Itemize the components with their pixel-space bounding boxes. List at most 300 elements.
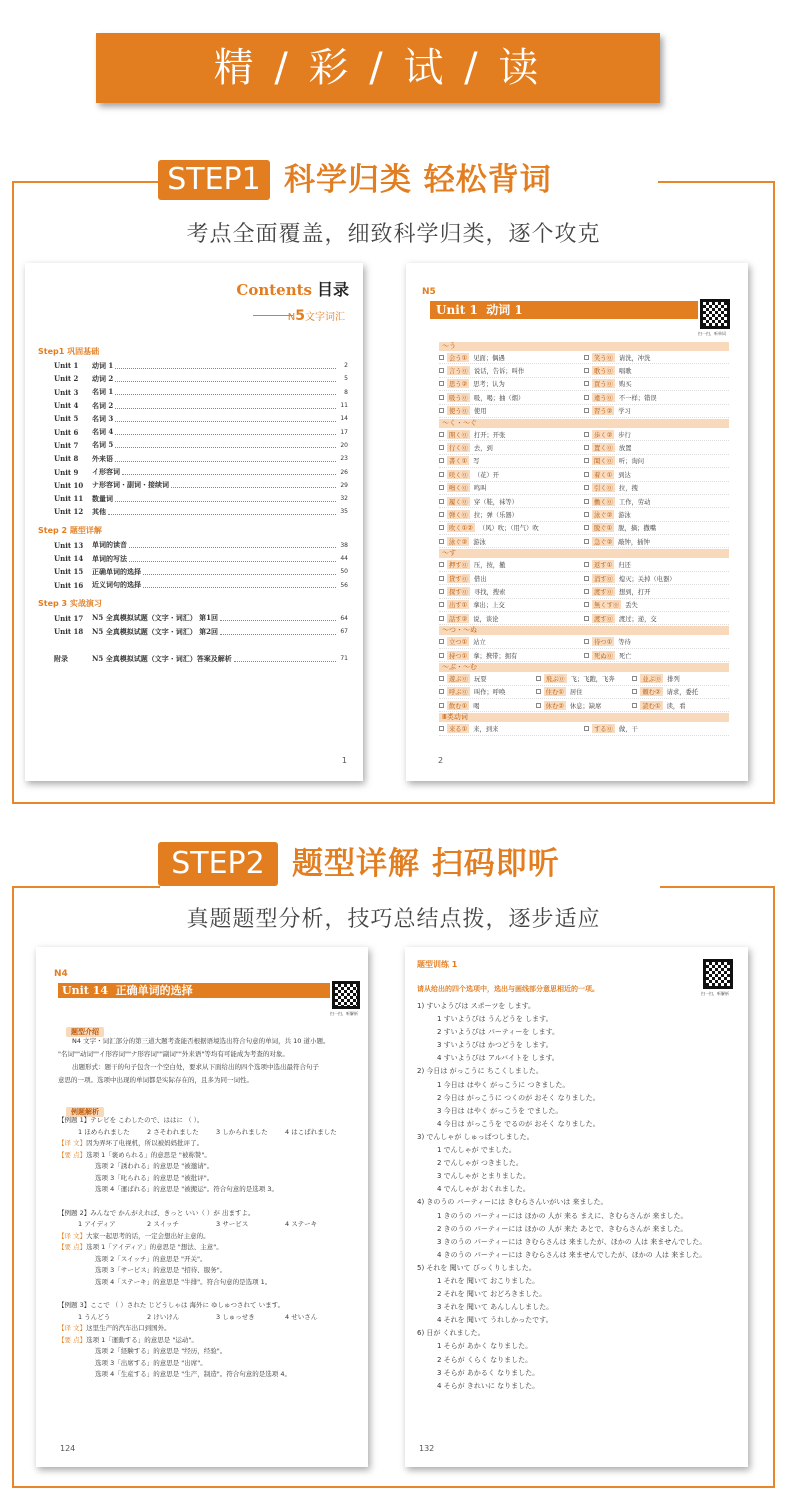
word-row <box>439 672 729 685</box>
word-checkbox[interactable] <box>584 395 589 400</box>
step1-frame-top-right <box>658 181 775 183</box>
toc-page: 11 <box>340 402 348 410</box>
word-row <box>439 599 729 612</box>
word-kanji: 持つ① <box>449 652 468 660</box>
word-checkbox[interactable] <box>439 562 444 567</box>
level-badge: N5 <box>422 287 436 297</box>
word-entry <box>584 560 729 569</box>
word-checkbox[interactable] <box>439 432 444 437</box>
word-meaning: 学习 <box>618 408 631 416</box>
word-entry <box>584 587 729 596</box>
word-row <box>439 351 729 364</box>
word-checkbox[interactable] <box>439 485 444 490</box>
word-row <box>439 482 729 495</box>
word-checkbox[interactable] <box>439 703 444 708</box>
toc-entry <box>38 652 348 665</box>
word-checkbox[interactable] <box>584 368 589 373</box>
toc-page: 67 <box>340 628 348 636</box>
word-entry <box>439 366 584 375</box>
word-kanji: 渡す⓪ <box>594 588 613 596</box>
word-entry <box>439 353 584 362</box>
word-checkbox[interactable] <box>439 355 444 360</box>
word-entry <box>584 456 729 465</box>
toc-dots <box>220 629 336 635</box>
example-option: 4 はこばれました <box>285 1127 337 1136</box>
word-checkbox[interactable] <box>439 676 444 681</box>
toc-dots <box>122 469 336 475</box>
intro-text <box>58 1035 354 1087</box>
word-checkbox[interactable] <box>439 472 444 477</box>
drill-title: 题型训练 1 <box>417 960 458 969</box>
toc-title: N5 全真模拟试题（文字・词汇） 第1回 <box>92 613 219 623</box>
toc-title: 名词 5 <box>92 440 114 450</box>
toc-title: 数量词 <box>92 493 113 503</box>
word-entry <box>584 537 729 546</box>
word-meaning: 读，看 <box>666 702 686 710</box>
toc-dots <box>115 429 336 435</box>
word-row <box>439 535 729 548</box>
step1-label: STEP1 <box>158 160 270 200</box>
word-checkbox[interactable] <box>584 445 589 450</box>
word-entry <box>584 430 729 439</box>
drill-option: 4 今日は がっこうを でるのが おそく なりました。 <box>437 1119 600 1128</box>
word-meaning: 到达 <box>618 471 631 479</box>
drill-option: 2 そらが くらく なりました。 <box>437 1355 533 1364</box>
intro-line: "名词""动词""イ形容词""ナ形容词""副词""外来语"等均有可能成为考查的对象。 <box>58 1050 289 1058</box>
label: 【要 点】 <box>58 1243 87 1251</box>
word-kanji: 遊ぶ⓪ <box>449 675 468 683</box>
word-checkbox[interactable] <box>439 689 444 694</box>
word-meaning: 归还 <box>618 562 631 570</box>
word-kanji: 買う⓪ <box>594 381 613 389</box>
toc-section-title: Step 3 实战演习 <box>38 599 102 609</box>
word-meaning: 飞；飞跑，飞奔 <box>570 675 615 683</box>
word-meaning: 做，干 <box>618 726 638 734</box>
example-option: 2 スイッチ <box>147 1220 179 1228</box>
toc-page: 14 <box>340 415 348 423</box>
word-meaning: 鸣叫 <box>473 485 487 493</box>
toc-page: 64 <box>340 614 348 622</box>
drill-option: 3 そらが あかるく なりました。 <box>437 1368 540 1377</box>
toc-entry <box>38 492 348 505</box>
toc-entry <box>38 386 348 399</box>
word-row <box>439 699 729 712</box>
step2-frame-top-right <box>660 886 775 888</box>
word-meaning: 见面；偶遇 <box>473 354 505 362</box>
label: 【译 文】 <box>58 1231 87 1240</box>
word-checkbox[interactable] <box>584 562 589 567</box>
word-kanji: 笑う⓪ <box>594 354 613 362</box>
word-meaning: 去，到 <box>473 445 493 453</box>
toc-unit: Unit 11 <box>54 494 84 504</box>
word-kanji: 立つ① <box>449 639 468 647</box>
word-checkbox[interactable] <box>439 381 444 386</box>
word-checkbox[interactable] <box>439 576 444 581</box>
toc-dots <box>115 363 336 369</box>
toc-unit: Unit 15 <box>54 567 84 577</box>
toc-page: 29 <box>340 481 348 489</box>
word-group-label: ～く・～ぐ <box>439 419 729 428</box>
word-kanji: 咲く⓪ <box>449 471 468 479</box>
word-meaning: 丢失 <box>625 602 638 610</box>
word-checkbox[interactable] <box>584 539 589 544</box>
word-meaning: 写 <box>473 458 480 466</box>
toc-entry <box>38 425 348 438</box>
toc-unit: Unit 16 <box>54 580 84 590</box>
toc-page: 44 <box>340 555 348 562</box>
word-kanji: 読む① <box>642 702 661 710</box>
word-kanji: 飲む① <box>449 702 468 710</box>
qr-code <box>700 299 730 329</box>
step2-frame-top-left <box>12 886 160 888</box>
word-entry <box>584 470 729 479</box>
word-kanji: 急ぐ② <box>594 538 613 546</box>
word-meaning: 穿（鞋，袜等） <box>473 498 518 506</box>
word-entry <box>439 393 584 402</box>
toc-spacer <box>38 642 348 652</box>
word-meaning: 工作，劳动 <box>618 498 651 506</box>
intro-tag: 题型介绍 <box>66 1027 104 1037</box>
word-meaning: 说，谈论 <box>473 615 499 623</box>
word-kanji: 違う⓪ <box>594 394 613 402</box>
word-entry <box>632 701 729 710</box>
unit14-page <box>36 947 368 1467</box>
word-kanji: 鳴く⓪ <box>449 485 468 493</box>
contents-title-en: Contents <box>236 281 312 299</box>
word-entry <box>584 393 729 402</box>
toc-entry <box>38 625 348 638</box>
toc-dots <box>143 569 336 575</box>
word-meaning: 寻找，搜索 <box>473 588 506 596</box>
example-explanation: 选项 3「叱られる」的意思是 "被批评"。 <box>95 1173 214 1182</box>
word-kanji: 言う⓪ <box>449 368 468 376</box>
word-meaning: 借出 <box>473 575 487 583</box>
word-checkbox[interactable] <box>584 472 589 477</box>
word-checkbox[interactable] <box>439 589 444 594</box>
word-row <box>439 686 729 699</box>
word-entry <box>439 456 584 465</box>
drill-question: 4) きのうの パーティーには きむらさんいがいは 来ました。 <box>417 1198 608 1207</box>
toc-title: 名词 3 <box>92 413 114 423</box>
word-entry <box>439 600 584 609</box>
toc-page: 17 <box>340 428 348 436</box>
drill-option: 1 そらが あかく なりました。 <box>437 1342 533 1351</box>
example-spacer <box>58 1196 354 1208</box>
word-checkbox[interactable] <box>584 432 589 437</box>
drill-instruction: 请从给出的四个选项中，选出与画线部分意思相近的一项。 <box>417 985 599 993</box>
word-checkbox[interactable] <box>439 726 444 731</box>
word-entry <box>439 687 536 696</box>
example-options <box>58 1127 354 1139</box>
example-tag: 例题解析 <box>66 1107 104 1117</box>
toc-dots <box>115 403 336 409</box>
word-row <box>439 441 729 454</box>
word-checkbox[interactable] <box>584 381 589 386</box>
word-checkbox[interactable] <box>584 589 589 594</box>
contents-subtitle: N5文字词汇 <box>287 308 345 324</box>
word-entry <box>584 523 729 532</box>
word-row <box>439 522 729 535</box>
toc-title: ナ形容词・副词・接续词 <box>92 480 169 490</box>
word-entry <box>584 651 729 660</box>
word-checkbox[interactable] <box>584 602 589 607</box>
example-option: 4 ステーキ <box>285 1220 318 1228</box>
word-checkbox[interactable] <box>439 639 444 644</box>
example-question: 【例题 3】ここで （ ）された じどうしゃは 海外に ゆしゅつされて います。 <box>58 1301 285 1309</box>
toc-entry <box>38 565 348 578</box>
word-checkbox[interactable] <box>584 355 589 360</box>
toc-page: 20 <box>340 441 348 449</box>
word-meaning: 居住 <box>569 689 583 697</box>
word-kanji: 呼ぶ⓪ <box>449 689 468 697</box>
qr-caption: 扫一扫，听单词 <box>698 331 726 336</box>
example-options <box>58 1312 354 1324</box>
word-kanji: 探す⓪ <box>449 588 468 596</box>
toc-title: 近义词句的选择 <box>92 580 141 590</box>
drill-option: 2 今日は がっこうに つくのが おそく なりました。 <box>437 1093 600 1102</box>
word-kanji: 返す① <box>594 562 613 570</box>
toc-page: 71 <box>340 655 348 663</box>
word-meaning: 玩耍 <box>473 675 487 683</box>
toc-entry <box>38 399 348 412</box>
word-entry <box>536 701 633 710</box>
word-kanji: 引く⓪ <box>594 485 613 493</box>
word-kanji: 働く⓪ <box>594 498 613 506</box>
word-checkbox[interactable] <box>584 653 589 658</box>
word-checkbox[interactable] <box>632 703 637 708</box>
word-entry <box>439 614 584 623</box>
label: 【译 文】 <box>58 1139 87 1147</box>
toc-title: 动词 2 <box>92 373 114 383</box>
word-entry <box>439 470 584 479</box>
example-question: 【例题 1】テレビを こわしたので、ははに （ ）。 <box>58 1116 204 1124</box>
toc-entry <box>38 612 348 625</box>
example-option: 1 ほめられました <box>78 1127 130 1136</box>
toc-unit: 附录 <box>54 653 68 663</box>
example-explanation: 选项 2「経験する」的意思是 "经历，经验"。 <box>95 1347 227 1355</box>
toc-dots <box>234 656 336 662</box>
word-checkbox[interactable] <box>536 689 541 694</box>
word-kanji: 吸う⓪ <box>449 394 468 402</box>
word-meaning: （花）开 <box>473 471 500 479</box>
word-kanji: 使う⓪ <box>449 408 468 416</box>
word-checkbox[interactable] <box>536 676 541 681</box>
word-checkbox[interactable] <box>439 499 444 504</box>
toc-unit: Unit 2 <box>54 374 79 384</box>
word-group-label: ～ぶ・～む <box>439 663 729 672</box>
example-explanation: 选项 2「スイッチ」的意思是 "开关"。 <box>95 1254 207 1263</box>
word-meaning: 说话，告诉；叫作 <box>473 368 525 376</box>
word-checkbox[interactable] <box>439 458 444 463</box>
word-entry <box>536 674 633 683</box>
word-kanji: 聞く⓪ <box>594 458 613 466</box>
word-entry <box>439 430 584 439</box>
toc-dots <box>115 456 336 462</box>
word-meaning: 拿出；上交 <box>473 602 505 610</box>
toc-unit: Unit 10 <box>54 480 84 490</box>
word-checkbox[interactable] <box>584 726 589 731</box>
word-kanji: 書く① <box>449 458 468 466</box>
unit-header-bar <box>430 301 698 319</box>
toc-dots <box>115 376 336 382</box>
word-entry <box>584 406 729 415</box>
word-entry <box>439 523 584 532</box>
word-entry <box>632 687 729 696</box>
word-entry <box>584 443 729 452</box>
word-kanji: 話す② <box>449 615 468 623</box>
contents-page <box>25 263 363 781</box>
word-entry <box>439 497 584 506</box>
toc-page: 38 <box>340 541 348 549</box>
word-entry <box>439 560 584 569</box>
word-meaning: 喝 <box>473 702 480 710</box>
example-spacer <box>58 1288 354 1300</box>
drill-option: 4 それを 聞いて うれしかったです。 <box>437 1316 553 1325</box>
toc-entry <box>38 505 348 518</box>
level-badge: N4 <box>54 969 68 979</box>
example-explanation: 选项 3「サービス」的意思是 "招待、服务"。 <box>95 1266 227 1274</box>
word-kanji: 来る① <box>449 726 468 734</box>
toc-entry <box>38 479 348 492</box>
word-entry <box>439 379 584 388</box>
toc-dots <box>129 556 336 562</box>
word-checkbox[interactable] <box>584 616 589 621</box>
word-checkbox[interactable] <box>439 539 444 544</box>
drill-option: 3 それを 聞いて あんしんしました。 <box>437 1303 554 1312</box>
word-meaning: 拿；携带；拥有 <box>473 652 518 660</box>
word-entry <box>584 574 729 583</box>
word-row <box>439 635 729 648</box>
word-checkbox[interactable] <box>439 616 444 621</box>
word-checkbox[interactable] <box>536 703 541 708</box>
page-number: 132 <box>419 1444 435 1453</box>
unit-number: Unit 14 <box>62 984 108 997</box>
word-group-label: ～す <box>439 549 729 558</box>
word-meaning: 敲钟，插钟 <box>618 538 650 546</box>
contents-title-cn: 目录 <box>316 280 349 299</box>
word-meaning: 叫作；呼唤 <box>473 689 506 697</box>
word-meaning: 来，到来 <box>473 726 499 734</box>
word-checkbox[interactable] <box>439 368 444 373</box>
word-checkbox[interactable] <box>584 576 589 581</box>
word-row <box>439 572 729 585</box>
word-entry <box>439 637 584 646</box>
page-number: 124 <box>60 1444 76 1453</box>
drill-question: 2) 今日は がっこうに ちこくしました。 <box>417 1067 543 1076</box>
word-list <box>439 341 729 736</box>
word-entry <box>439 587 584 596</box>
word-checkbox[interactable] <box>584 499 589 504</box>
toc-page: 50 <box>340 568 348 576</box>
word-row <box>439 468 729 481</box>
page-number: 1 <box>341 756 347 765</box>
word-meaning: 吸，喝；抽（烟） <box>473 394 525 402</box>
word-kanji: 押す⓪ <box>449 562 468 570</box>
unit-name: 正确单词的选择 <box>115 984 193 997</box>
toc-title: N5 全真模拟试题（文字・词汇）答案及解析 <box>92 653 232 663</box>
word-entry <box>584 497 729 506</box>
drill-option: 2 きのうの パーティーには ほかの 人が 来た あとで、きむらさんが 来ました。 <box>437 1224 688 1233</box>
word-row <box>439 508 729 521</box>
word-entry <box>584 483 729 492</box>
word-row <box>439 722 729 735</box>
toc-entry <box>38 578 348 591</box>
word-checkbox[interactable] <box>584 639 589 644</box>
word-row <box>439 405 729 418</box>
word-checkbox[interactable] <box>584 408 589 413</box>
intro-line: 意思的一项。选项中出现的单词都是实际存在的，且多为同一词性。 <box>58 1076 253 1084</box>
word-checkbox[interactable] <box>632 689 637 694</box>
word-checkbox[interactable] <box>439 445 444 450</box>
qr-code <box>332 981 360 1009</box>
drill-option: 1 すいようびは うんどうを します。 <box>437 1015 553 1024</box>
drill-option: 2 すいようびは パーティーを します。 <box>437 1028 560 1037</box>
word-checkbox[interactable] <box>584 512 589 517</box>
word-kanji: 待つ① <box>594 639 613 647</box>
word-kanji: 出す① <box>449 602 468 610</box>
word-checkbox[interactable] <box>584 458 589 463</box>
toc-section-title: Step 2 题型详解 <box>38 526 102 536</box>
drill-option: 1 それを 聞いて おこりました。 <box>437 1276 540 1285</box>
word-checkbox[interactable] <box>584 525 589 530</box>
word-checkbox[interactable] <box>439 408 444 413</box>
word-meaning: 唱歌 <box>618 368 632 376</box>
word-kanji: 開く⓪ <box>449 431 468 439</box>
example-explanation: 选项 4「運ばれる」的意思是 "被搬运"。符合句意的是选项 3。 <box>95 1185 278 1193</box>
drill-option: 1 今日は はやく がっこうに つきました。 <box>437 1080 570 1089</box>
word-checkbox[interactable] <box>632 676 637 681</box>
word-kanji: 習う② <box>594 408 613 416</box>
word-kanji: 頼む② <box>642 689 661 697</box>
word-row <box>439 391 729 404</box>
word-row <box>439 649 729 662</box>
word-kanji: 休む② <box>545 702 564 710</box>
example-explanation: 选项 4「生産する」的意思是 "生产，制造"。符合句意的是选项 4。 <box>95 1370 291 1378</box>
toc-unit: Unit 13 <box>54 540 84 550</box>
toc-title: 单词的写法 <box>92 553 127 563</box>
word-kanji: 脱ぐ① <box>594 525 613 533</box>
toc-title: イ形容词 <box>92 467 120 477</box>
question-list <box>417 1000 742 1393</box>
word-entry <box>439 510 584 519</box>
label: 【要 点】 <box>58 1335 87 1344</box>
label: 【译 文】 <box>58 1324 87 1332</box>
word-kanji: 着く① <box>594 471 613 479</box>
toc-title: 单词的读音 <box>92 540 127 550</box>
word-checkbox[interactable] <box>439 653 444 658</box>
word-entry <box>439 443 584 452</box>
word-checkbox[interactable] <box>439 525 444 530</box>
word-row <box>439 585 729 598</box>
word-checkbox[interactable] <box>439 395 444 400</box>
toc-dots <box>220 615 336 621</box>
example-explanation: 【译 文】因为弄坏了电视机，所以被妈妈批评了。 <box>58 1139 204 1147</box>
word-checkbox[interactable] <box>584 485 589 490</box>
step1-frame-top-left <box>12 181 160 183</box>
drill-question: 1) すいようびは スポーツを します。 <box>417 1002 536 1010</box>
word-entry <box>439 674 536 683</box>
word-meaning: 步行 <box>618 431 631 439</box>
word-entry <box>584 353 729 362</box>
word-row <box>439 612 729 625</box>
word-checkbox[interactable] <box>439 512 444 517</box>
word-row <box>439 495 729 508</box>
drill-option: 3 すいようびは かつどうを します。 <box>437 1041 553 1050</box>
qr-caption: 扫一扫，听解析 <box>330 1011 358 1016</box>
word-checkbox[interactable] <box>439 602 444 607</box>
word-kanji: 無くす⓪ <box>594 602 620 610</box>
word-meaning: 想到，打开 <box>618 588 651 596</box>
